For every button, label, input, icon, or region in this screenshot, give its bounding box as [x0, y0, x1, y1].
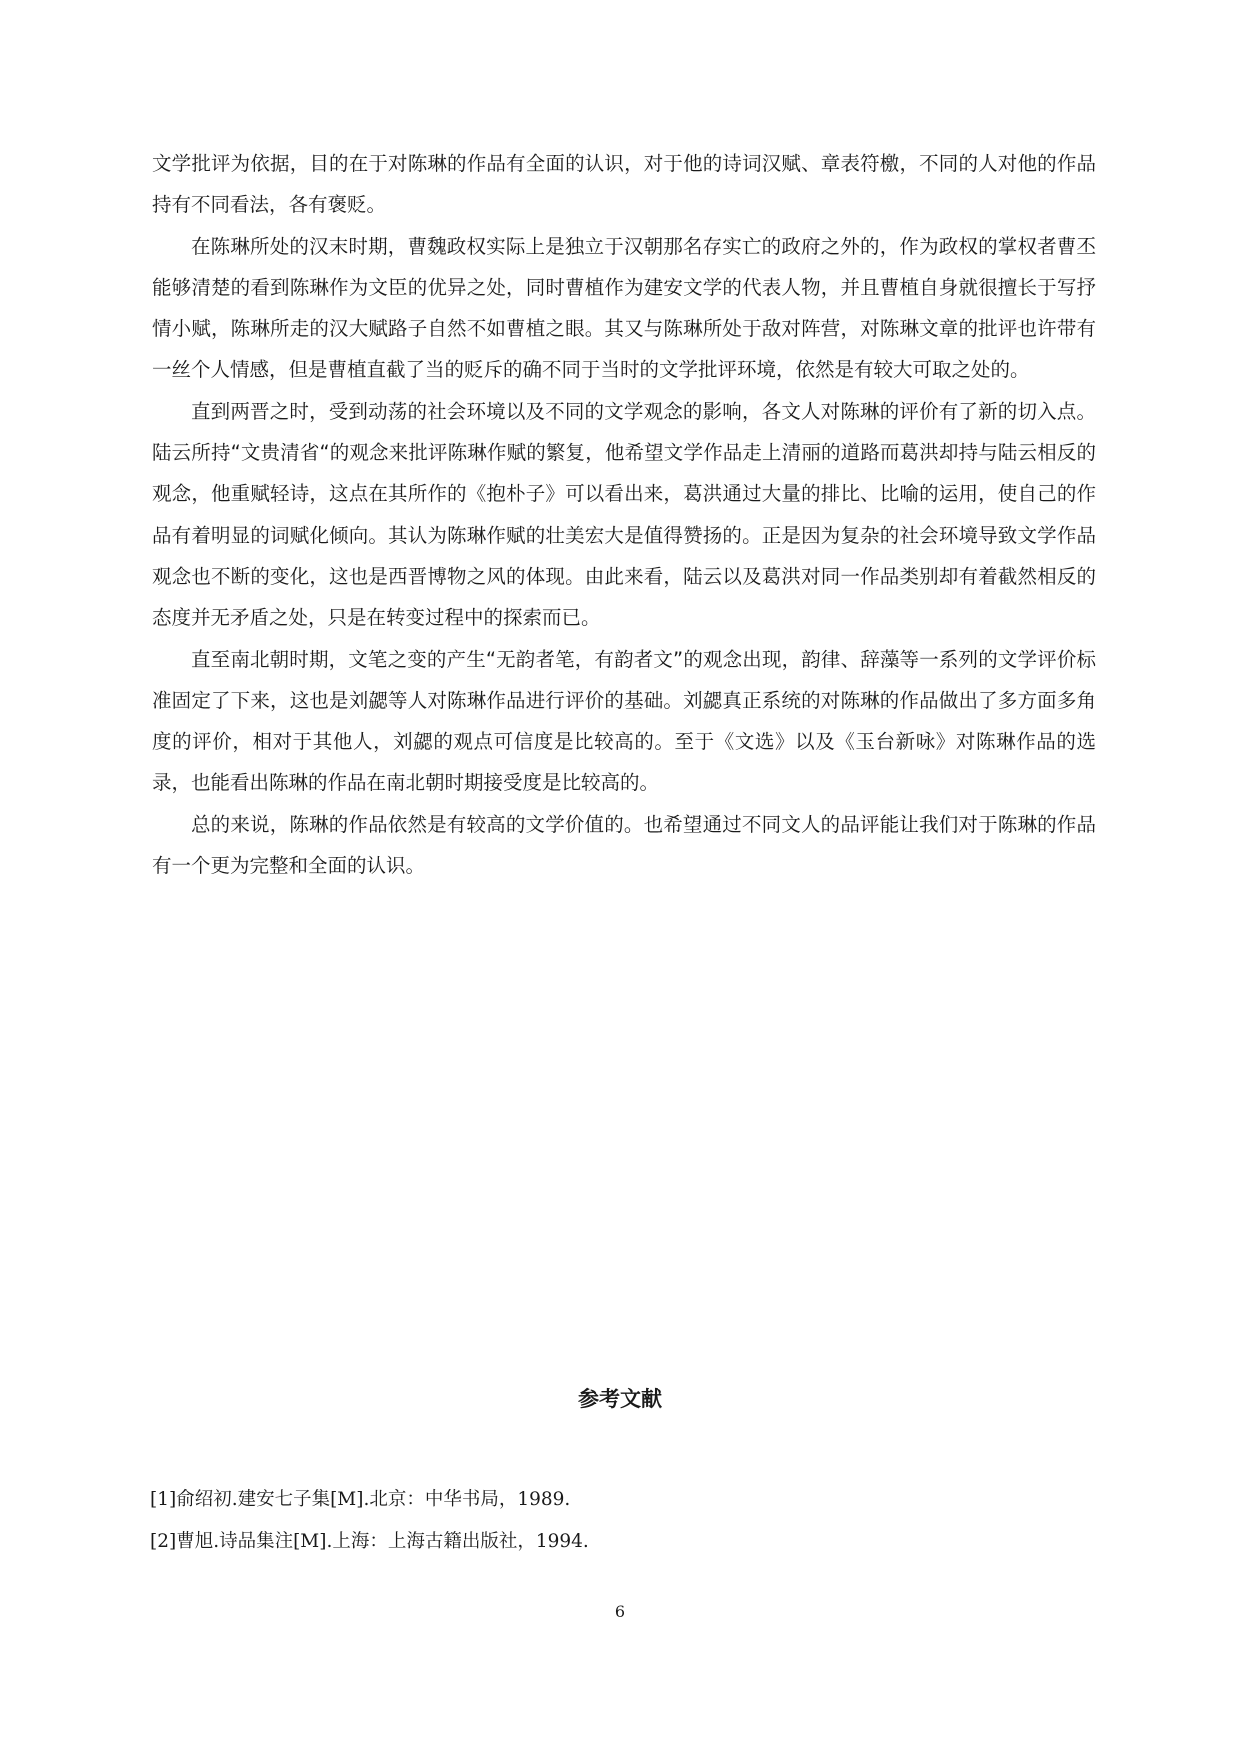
body-text: [152, 143, 1096, 886]
page-number: 6: [614, 1602, 626, 1621]
references-list: [150, 1479, 1100, 1563]
reference-item: [1]俞绍初.建安七子集[M].北京：中华书局，1989.: [150, 1489, 571, 1510]
paragraph: 总的来说，陈琳的作品依然是有较高的文学价值的。也希望通过不同文人的品评能让我们对于陈琳的作品有一个更为完整和全面的认识。: [152, 812, 1096, 878]
reference-item: [2]曹旭.诗品集注[M].上海：上海古籍出版社，1994.: [150, 1531, 589, 1552]
references-heading: 参考文献: [578, 1387, 662, 1411]
paragraph: 文学批评为依据，目的在于对陈琳的作品有全面的认识，对于他的诗词汉赋、章表符檄，不同的人对他的作品持有不同看法，各有褒贬。: [152, 152, 1096, 217]
paragraph: 直到两晋之时，受到动荡的社会环境以及不同的文学观念的影响，各文人对陈琳的评价有了新的切入点。陆云所持“文贵清省“的观念来批评陈琳作赋的繁复，他希望文学作品走上清丽的道路而葛洪却持与陆云相反的观念，他重赋轻诗，这点在其所作的《抱朴子》可以看出来，葛洪通过大量的排比、比喻的运用，使自己的作品有着明显的词赋化倾向。其认为陈琳作赋的壮美宏大是值得赞扬的。正是因为复杂的社会环境导致文学作品观念也不断的变化，这也是西晋博物之风的体现。由此来看，陆云以及葛洪对同一作品类别却有着截然相反的态度并无矛盾之处，只是在转变过程中的探索而已。: [152, 399, 1096, 630]
paragraph: 直至南北朝时期，文笔之变的产生“无韵者笔，有韵者文”的观念出现，韵律、辞藻等一系列的文学评价标准固定了下来，这也是刘勰等人对陈琳作品进行评价的基础。刘勰真正系统的对陈琳的作品做出了多方面多角度的评价，相对于其他人，刘勰的观点可信度是比较高的。至于《文选》以及《玉台新咏》对陈琳作品的选录，也能看出陈琳的作品在南北朝时期接受度是比较高的。: [152, 647, 1096, 795]
paragraph: 在陈琳所处的汉末时期，曹魏政权实际上是独立于汉朝那名存实亡的政府之外的，作为政权的掌权者曹丕能够清楚的看到陈琳作为文臣的优异之处，同时曹植作为建安文学的代表人物，并且曹植自身就很擅长于写抒情小赋，陈琳所走的汉大赋路子自然不如曹植之眼。其又与陈琳所处于敌对阵营，对陈琳文章的批评也许带有一丝个人情感，但是曹植直截了当的贬斥的确不同于当时的文学批评环境，依然是有较大可取之处的。: [152, 234, 1096, 382]
